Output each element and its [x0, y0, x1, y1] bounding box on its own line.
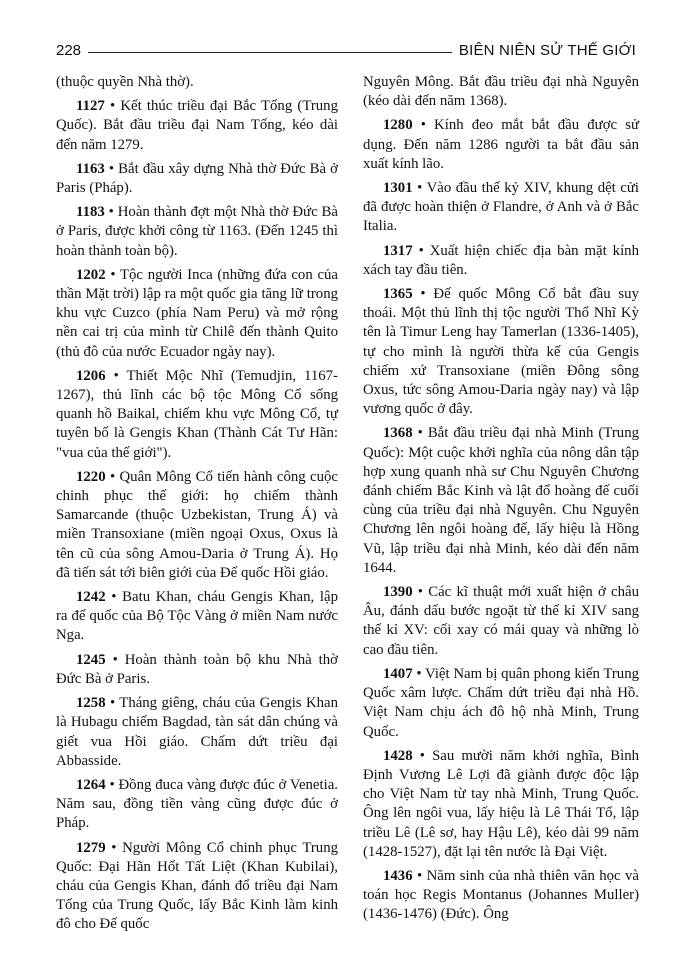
- chronicle-entry: 1242 • Batu Khan, cháu Gengis Khan, lập ra đế quốc của Bộ Tộc Vàng ở miền Nam nước Nga.: [56, 589, 338, 644]
- entry-year: 1301: [383, 180, 413, 197]
- entry-year: 1264: [76, 776, 106, 793]
- page-header: [56, 42, 636, 64]
- chronicle-entry: 1428 • Sau mười năm khởi nghĩa, Bình Định Vương Lê Lợi đã giành được độc lập cho Việt Nam từ tay nhà Minh, Trung Quốc. Ông lên ngôi vua, lấy hiệu là Lê Thái Tổ, lập triều Lê (Lê sơ, hay Hậu Lê), kéo dài 99 năm (1428-1527), đặt lại tên nước là Đại Việt.: [363, 747, 639, 860]
- entry-year: 1279: [76, 839, 106, 856]
- entry-text: Quân Mông Cổ tiến hành công cuộc chinh phục thế giới: họ chiếm thành Samarcande (thuộc Uzbekistan, Trung Á) và miền Transoxiane (miền ngoại Oxus, Oxus là tên cũ của sông Amou-Daria ở Trung Á). Họ đã tiến sát tới biên giới của Đế quốc Hồi giáo.: [56, 468, 338, 581]
- entry-text: Xuất hiện chiếc địa bàn mặt kính xách tay đầu tiên.: [363, 242, 639, 278]
- entry-text: Bắt đầu triều đại nhà Minh (Trung Quốc): Một cuộc khởi nghĩa của nông dân tập hợp xung quanh nhà sư Chu Nguyên Chương đánh chiếm Bắc Kinh và lật đổ hoàng đế cuối cùng của triều đại nhà Nguyên. Chu Nguyên Chương lên ngôi hoàng đế, lấy hiệu là Hồng Vũ, lập triều đại nhà Minh, kéo dài đến năm 1644.: [363, 425, 639, 576]
- chronicle-entry: 1127 • Kết thúc triều đại Bắc Tống (Trung Quốc). Bắt đầu triều đại Nam Tống, kéo dài đến năm 1279.: [56, 98, 338, 153]
- chronicle-entry: 1368 • Bắt đầu triều đại nhà Minh (Trung Quốc): Một cuộc khởi nghĩa của nông dân tập hợp xung quanh nhà sư Chu Nguyên Chương đánh chiếm Bắc Kinh và lật đổ hoàng đế cuối cùng của triều đại nhà Nguyên. Chu Nguyên Chương lên ngôi hoàng đế, lấy hiệu là Hồng Vũ, lập triều đại nhà Minh, kéo dài đến năm 1644.: [363, 425, 639, 576]
- header-rule: [88, 52, 452, 53]
- entry-text: Người Mông Cổ chinh phục Trung Quốc: Đại Hãn Hốt Tất Liệt (Khan Kubilai), cháu của Gengis Khan, đánh đổ triều đại Nam Tống của Trung Quốc, lấy Bắc Kinh làm kinh đô cho Đế quốc: [56, 839, 338, 933]
- entry-year: 1436: [383, 867, 413, 884]
- entry-year: 1390: [383, 584, 413, 601]
- entry-text: Thiết Mộc Nhĩ (Temudjin, 1167-1267), thủ lĩnh các bộ tộc Mông Cổ sống quanh hồ Baikal, chiếm khu vực Mông Cổ, tự tuyên bố là Gengis Khan (Thành Cát Tư Hãn: "vua của thế giới").: [56, 367, 338, 461]
- entry-text: Đế quốc Mông Cổ bắt đầu suy thoái. Một thủ lĩnh thị tộc người Thổ Nhĩ Kỳ tên là Timur Leng hay Tamerlan (1336-1405), tự cho mình là người thừa kế của Gengis chiếm xứ Transoxiane (miền Đông sông Oxus, tức sông Amou-Daria ngày nay) và lập vương quốc ở đây.: [363, 286, 639, 418]
- chronicle-entry: 1163 • Bắt đầu xây dựng Nhà thờ Đức Bà ở Paris (Pháp).: [56, 160, 338, 197]
- entry-year: 1245: [76, 651, 106, 668]
- chronicle-entry: 1365 • Đế quốc Mông Cổ bắt đầu suy thoái. Một thủ lĩnh thị tộc người Thổ Nhĩ Kỳ tên là Timur Leng hay Tamerlan (1336-1405), tự cho mình là người thừa kế của Gengis chiếm xứ Transoxiane (miền Đông sông Oxus, tức sông Amou-Daria ngày nay) và lập vương quốc ở đây.: [363, 286, 639, 418]
- entry-year: 1242: [76, 589, 106, 606]
- entry-text: Bắt đầu xây dựng Nhà thờ Đức Bà ở Paris (Pháp).: [56, 160, 338, 197]
- entry-text: Sau mười năm khởi nghĩa, Bình Định Vương Lê Lợi đã giành được độc lập cho Việt Nam từ tay nhà Minh, Trung Quốc. Ông lên ngôi vua, lấy hiệu là Lê Thái Tổ, lập triều Lê (Lê sơ, hay Hậu Lê), kéo dài 99 năm (1428-1527), đặt lại tên nước là Đại Việt.: [363, 747, 639, 860]
- entry-year: 1365: [383, 286, 413, 303]
- entry-text: Kết thúc triều đại Bắc Tống (Trung Quốc). Bắt đầu triều đại Nam Tống, kéo dài đến năm 1279.: [56, 98, 338, 153]
- right-column: [363, 73, 639, 930]
- entry-text: Nguyên Mông. Bắt đầu triều đại nhà Nguyên (kéo dài đến năm 1368).: [363, 74, 639, 110]
- chronicle-entry-continuation: [363, 73, 639, 111]
- entry-text: Tộc người Inca (những đứa con của thần Mặt trời) lập ra một quốc gia tăng lữ trong khu vực Cuzco (phía Nam Peru) và mở rộng nền cai trị của mình từ Chilê đến thành Quito (thủ đô của nước Ecuador ngày nay).: [56, 266, 338, 360]
- chronicle-entry: 1301 • Vào đầu thế kỷ XIV, khung dệt cửi đã được hoàn thiện ở Flandre, ở Anh và ở Bắc Italia.: [363, 180, 639, 235]
- entry-year: 1407: [383, 665, 413, 682]
- entry-year: 1428: [383, 747, 413, 764]
- chronicle-entry-continuation: [56, 73, 338, 92]
- entry-text: Hoàn thành toàn bộ khu Nhà thờ Đức Bà ở Paris.: [56, 651, 338, 687]
- entry-text: Vào đầu thế kỷ XIV, khung dệt cửi đã được hoàn thiện ở Flandre, ở Anh và ở Bắc Italia.: [363, 180, 639, 235]
- entry-year: 1206: [76, 367, 106, 384]
- chronicle-entry: 1258 • Tháng giêng, cháu của Gengis Khan là Hubagu chiếm Bagdad, tàn sát dân chúng và giết vua Hồi giáo. Chấm dứt triều đại Abbasside.: [56, 695, 339, 769]
- chronicle-entry: 1280 • Kính đeo mắt bắt đầu được sử dụng. Đến năm 1286 người ta bắt đầu sản xuất kính lão.: [363, 117, 639, 172]
- chronicle-entry: 1279 • Người Mông Cổ chinh phục Trung Quốc: Đại Hãn Hốt Tất Liệt (Khan Kubilai), cháu của Gengis Khan, đánh đổ triều đại Nam Tống của Trung Quốc, lấy Bắc Kinh làm kinh đô cho Đế quốc: [56, 839, 338, 933]
- entry-year: 1317: [383, 242, 413, 259]
- entry-text: Các kĩ thuật mới xuất hiện ở châu Âu, đánh dấu bước ngoặt từ thế kỉ XIV sang thế kỉ XV: cối xay có mái quay và những lò cao đầu tiên.: [363, 584, 639, 658]
- entry-year: 1163: [76, 160, 105, 177]
- entry-text: (thuộc quyền Nhà thờ).: [56, 74, 194, 90]
- running-title: BIÊN NIÊN SỬ THẾ GIỚI: [458, 42, 636, 59]
- entry-text: Batu Khan, cháu Gengis Khan, lập ra đế quốc của Bộ Tộc Vàng ở miền Nam nước Nga.: [56, 589, 338, 644]
- entry-text: Hoàn thành đợt một Nhà thờ Đức Bà ở Paris, được khởi công từ 1163. (Đến 1245 thì hoàn thành toàn bộ).: [56, 204, 338, 259]
- chronicle-entry: 1245 • Hoàn thành toàn bộ khu Nhà thờ Đức Bà ở Paris.: [56, 651, 338, 687]
- chronicle-entry: 1220 • Quân Mông Cổ tiến hành công cuộc chinh phục thế giới: họ chiếm thành Samarcande (thuộc Uzbekistan, Trung Á) và miền Transoxiane (miền ngoại Oxus, Oxus là tên cũ của sông Amou-Daria ở Trung Á). Họ đã tiến sát tới biên giới của Đế quốc Hồi giáo.: [56, 468, 338, 581]
- chronicle-entry: 1436 • Năm sinh của nhà thiên văn học và toán học Regis Montanus (Johannes Muller) (1436-1476) (Đức). Ông: [363, 867, 639, 923]
- entry-year: 1183: [76, 204, 105, 221]
- chronicle-entry: 1264 • Đồng đuca vàng được đúc ở Venetia. Năm sau, đồng tiền vàng cũng được đúc ở Pháp.: [56, 776, 338, 832]
- chronicle-entry: 1183 • Hoàn thành đợt một Nhà thờ Đức Bà ở Paris, được khởi công từ 1163. (Đến 1245 thì hoàn thành toàn bộ).: [56, 204, 338, 259]
- chronicle-entry: 1390 • Các kĩ thuật mới xuất hiện ở châu Âu, đánh dấu bước ngoặt từ thế kỉ XIV sang thế kỉ XV: cối xay có mái quay và những lò cao đầu tiên.: [363, 584, 639, 658]
- entry-text: Việt Nam bị quân phong kiến Trung Quốc xâm lược. Chấm dứt triều đại nhà Hồ. Việt Nam chịu ách đô hộ nhà Minh, Trung Quốc.: [363, 665, 639, 740]
- entry-year: 1127: [76, 98, 105, 115]
- chronicle-entry: 1206 • Thiết Mộc Nhĩ (Temudjin, 1167-1267), thủ lĩnh các bộ tộc Mông Cổ sống quanh hồ Baikal, chiếm khu vực Mông Cổ, tự tuyên bố là Gengis Khan (Thành Cát Tư Hãn: "vua của thế giới").: [56, 367, 338, 461]
- entry-text: Năm sinh của nhà thiên văn học và toán học Regis Montanus (Johannes Muller) (1436-1476) (Đức). Ông: [363, 867, 639, 923]
- chronicle-entry: 1317 • Xuất hiện chiếc địa bàn mặt kính xách tay đầu tiên.: [363, 242, 639, 278]
- entry-year: 1258: [76, 695, 106, 712]
- entry-text: Tháng giêng, cháu của Gengis Khan là Hubagu chiếm Bagdad, tàn sát dân chúng và giết vua Hồi giáo. Chấm dứt triều đại Abbasside.: [56, 695, 339, 769]
- entry-year: 1280: [383, 117, 413, 134]
- entry-year: 1368: [383, 425, 413, 442]
- page-number: 228: [56, 42, 82, 59]
- entry-year: 1220: [76, 468, 106, 485]
- chronicle-entry: 1202 • Tộc người Inca (những đứa con của thần Mặt trời) lập ra một quốc gia tăng lữ trong khu vực Cuzco (phía Nam Peru) và mở rộng nền cai trị của mình từ Chilê đến thành Quito (thủ đô của nước Ecuador ngày nay).: [56, 266, 338, 360]
- entry-text: Đồng đuca vàng được đúc ở Venetia. Năm sau, đồng tiền vàng cũng được đúc ở Pháp.: [56, 776, 338, 832]
- chronicle-entry: 1407 • Việt Nam bị quân phong kiến Trung Quốc xâm lược. Chấm dứt triều đại nhà Hồ. Việt Nam chịu ách đô hộ nhà Minh, Trung Quốc.: [363, 665, 639, 740]
- entry-text: Kính đeo mắt bắt đầu được sử dụng. Đến năm 1286 người ta bắt đầu sản xuất kính lão.: [363, 117, 639, 172]
- entry-year: 1202: [76, 266, 106, 283]
- left-column: [56, 73, 338, 940]
